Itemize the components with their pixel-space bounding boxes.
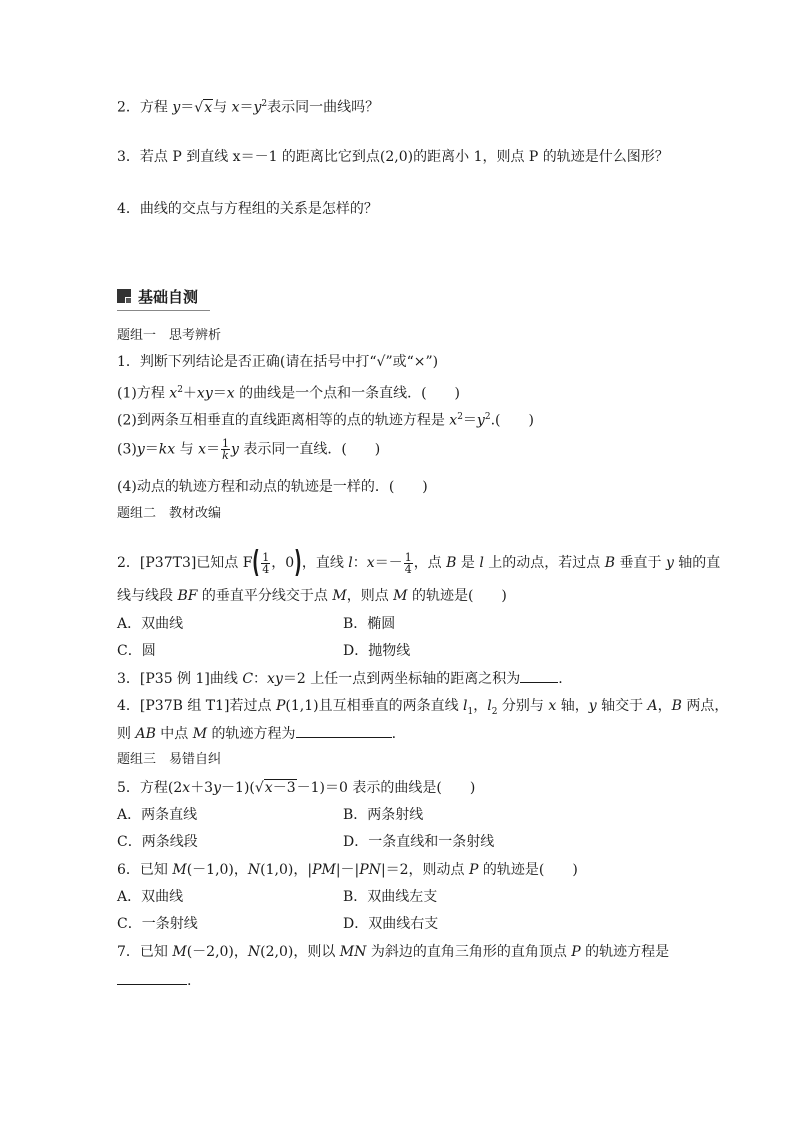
question-7-line-1: 7．已知 M(－2,0)，N(2,0)，则以 MN 为斜边的直角三角形的直角顶点 P 的轨迹方程是 — [117, 944, 670, 960]
group-3-title: 题组三 易错自纠 — [117, 752, 222, 767]
answer-blank[interactable] — [117, 970, 187, 985]
question-5-option-d: D．一条直线和一条射线 — [343, 834, 495, 850]
question-4-top: 4．曲线的交点与方程组的关系是怎样的？ — [117, 201, 378, 217]
question-2-option-a: A．双曲线 — [117, 616, 184, 632]
answer-blank[interactable] — [520, 668, 558, 683]
question-5-option-c: C．两条线段 — [117, 834, 198, 850]
group-1-title: 题组一 思考辨析 — [117, 328, 222, 343]
question-5-option-a: A．两条直线 — [117, 807, 198, 823]
question-2-option-b: B．椭圆 — [343, 616, 396, 632]
fraction-1-over-k: $\frac{1}{k}$ — [221, 437, 229, 462]
question-6-option-a: A．双曲线 — [117, 889, 184, 905]
question-2-option-d: D．抛物线 — [343, 643, 411, 659]
question-4-line-1: 4．[P37B 组 T1]若过点 P(1,1)且互相垂直的两条直线 $l_1$，$l_2$ 分别与 x 轴，y 轴交于 A，B 两点， — [117, 698, 729, 717]
question-5-option-b: B．两条射线 — [343, 807, 424, 823]
question-2-line-1: 2．[P37T3]已知点 F( $\frac{1}{4}$ ，0)，直线 l：x＝－ $\frac{1}{4}$ ，点 B 是 l 上的动点，若过点 B 垂直于 y 轴的直 — [117, 545, 721, 580]
question-6-option-b: B．双曲线左支 — [343, 889, 438, 905]
question-6-option-c: C．一条射线 — [117, 916, 198, 932]
question-1-stem: 1．判断下列结论是否正确(请在括号中打“√”或“×”) — [117, 354, 439, 370]
sqrt-expression: √x — [194, 99, 213, 116]
question-1-item-3: (3)y＝kx 与 x＝ $\frac{1}{k}$ y 表示同一直线．( ) — [117, 437, 381, 462]
question-6: 6．已知 M(－1,0)，N(1,0)，|PM|－|PN|＝2，则动点 P 的轨迹是( ) — [117, 862, 578, 878]
question-1-item-2: (2)到两条互相垂直的直线距离相等的点的轨迹方程是 $x^2=y^2$.( ) — [117, 412, 534, 429]
question-3: 3．[P35 例 1]曲线 C：xy＝2 上任一点到两坐标轴的距离之积为 . — [117, 668, 563, 689]
question-2-line-2: 线与线段 BF 的垂直平分线交于点 M，则点 M 的轨迹是( ) — [117, 588, 507, 604]
fraction-1-over-4: $\frac{1}{4}$ — [262, 550, 270, 576]
question-7-line-2: . — [117, 970, 191, 991]
answer-blank[interactable] — [296, 723, 392, 738]
group-2-title: 题组二 教材改编 — [117, 506, 222, 521]
question-3-top: 3．若点 P 到直线 x＝－1 的距离比它到点(2,0)的距离小 1，则点 P 的轨迹是什么图形？ — [117, 149, 669, 165]
question-2-top: 2．方程 y＝√x与 $x=y^2$表示同一曲线吗？ — [117, 99, 380, 116]
fraction-minus-1-over-4: $\frac{1}{4}$ — [404, 550, 412, 576]
section-header — [117, 284, 210, 311]
question-1-item-1: (1)方程 $x^2+xy=x$ 的曲线是一个点和一条直线．( ) — [117, 385, 461, 402]
question-6-option-d: D．双曲线右支 — [343, 916, 439, 932]
section-square-icon — [117, 289, 131, 303]
question-4-line-2: 则 AB 中点 M 的轨迹方程为 . — [117, 723, 396, 744]
section-title: 基础自测 — [138, 288, 199, 306]
question-5: 5．方程(2x＋3y－1)(√x－3－1)＝0 表示的曲线是( ) — [117, 780, 476, 796]
sqrt-expression: √x－3 — [254, 780, 296, 796]
question-1-item-4: (4)动点的轨迹方程和动点的轨迹是一样的．( ) — [117, 479, 428, 495]
question-2-option-c: C．圆 — [117, 643, 156, 659]
